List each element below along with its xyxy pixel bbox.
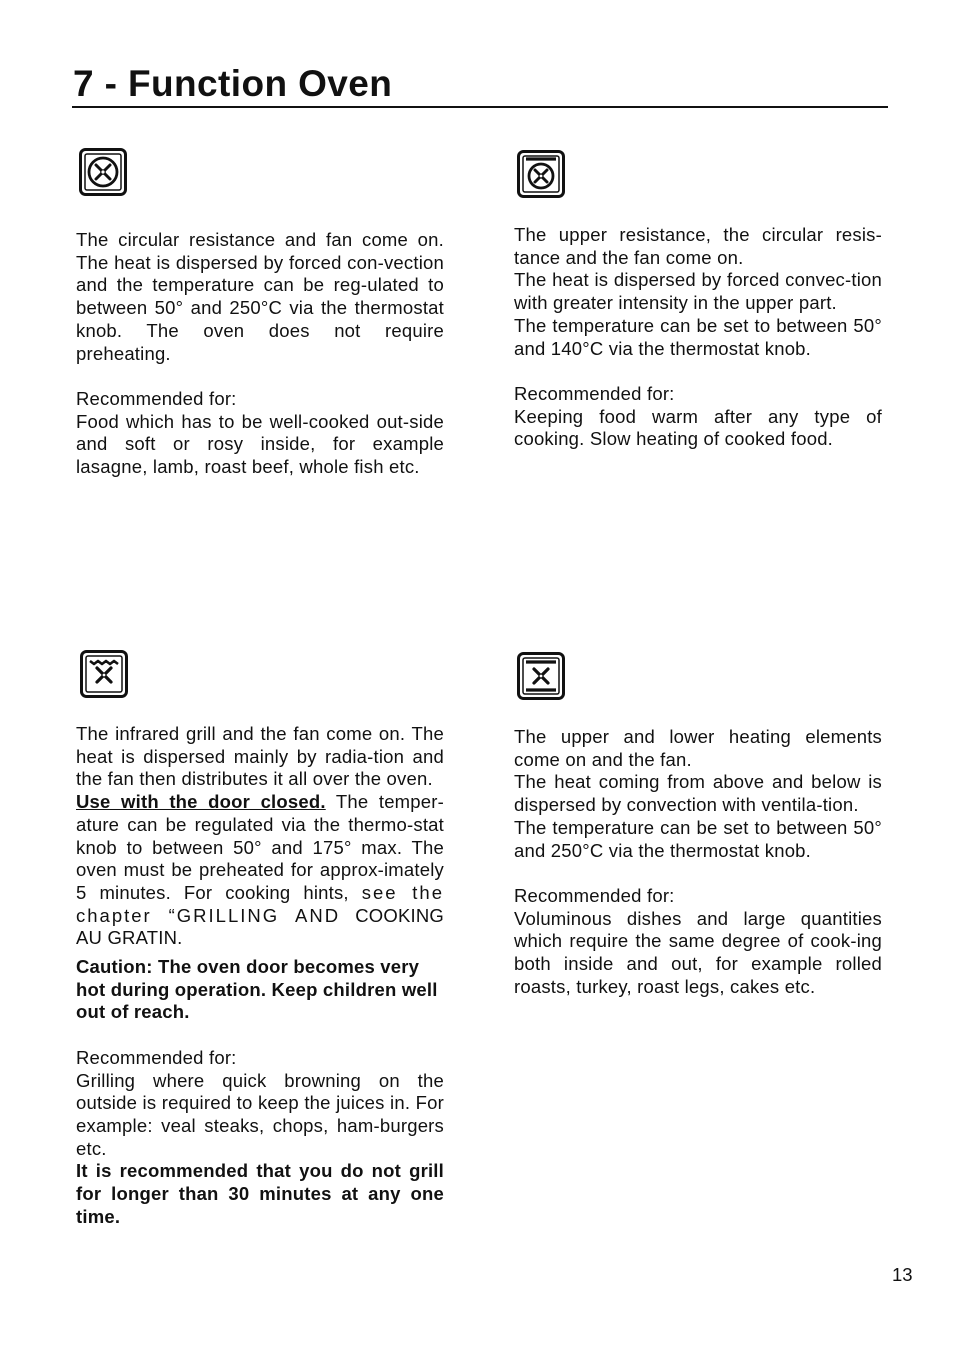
section-description-3: The temperature can be set to between 50° and 140°C via the thermostat knob. — [514, 314, 882, 359]
title-divider — [72, 106, 888, 108]
section-description: The infrared grill and the fan come on. The heat is dispersed mainly by radia-tion and the fan then distributes it all over the oven. — [76, 723, 444, 790]
chapter-reference: see the chapter “GRILLING AND — [76, 881, 445, 926]
section-upper-circular-fan — [514, 224, 882, 451]
section-description-1: The upper resistance, the circular resis-tance and the fan come on. — [514, 224, 882, 268]
recommended-label: Recommended for: — [76, 1046, 237, 1068]
recommended-label: Recommended for: — [76, 387, 237, 409]
upper-lower-elements-with-fan-icon — [517, 652, 565, 700]
grill-with-fan-icon — [80, 650, 128, 698]
recommended-text: Grilling where quick browning on the outside is required to keep the juices in. For example: veal steaks, chops, ham-burgers etc. — [76, 1069, 444, 1159]
section-description-3: The temperature can be set to between 50° and 250°C via the thermostat knob. — [514, 816, 882, 861]
caution-text: Caution: The oven door becomes very hot during operation. Keep children well out of reach. — [76, 956, 438, 1023]
section-description-2: The heat coming from above and below is dispersed by convection with ventila-tion. — [514, 771, 882, 816]
section-upper-lower-fan — [514, 726, 882, 998]
fan-with-circular-element-icon — [79, 148, 127, 196]
section-grill-fan — [76, 723, 444, 1228]
section-circular-fan — [76, 229, 444, 479]
recommended-text: Keeping food warm after any type of cooking. Slow heating of cooked food. — [514, 405, 882, 450]
section-description-2: The heat is dispersed by forced convec-tion with greater intensity in the upper part. — [514, 269, 882, 314]
door-closed-note: Use with the door closed. — [76, 791, 326, 813]
recommended-text: Food which has to be well-cooked out-side and soft or rosy inside, for example lasagne, lamb, roast beef, whole fish etc. — [76, 410, 444, 478]
temperature-text: The temper-ature can be regulated via the thermo-stat knob to between 50° and 175° max. The oven must be preheated for approx-imately 5 minutes. For cooking hints, — [76, 791, 444, 903]
section-instructions — [76, 791, 444, 950]
section-description: The circular resistance and fan come on. The heat is dispersed by forced con-vection and the temperature can be reg-ulated to between 50° and 250°C via the thermostat knob. The oven does not require preheating. — [76, 229, 444, 364]
recommended-label: Recommended for: — [514, 884, 675, 906]
chapter-reference-end: COOKING AU GRATIN. — [76, 904, 445, 949]
warning-text: It is recommended that you do not grill for longer than 30 minutes at any one time. — [76, 1160, 444, 1227]
page-title: 7 - Function Oven — [73, 63, 393, 104]
recommended-text: Voluminous dishes and large quantities which require the same degree of cook-ing both inside and out, for example rolled roasts, turkey, roast legs, cakes etc. — [514, 907, 882, 997]
fan-with-upper-and-circular-element-icon — [517, 150, 565, 198]
section-description-1: The upper and lower heating elements come on and the fan. — [514, 726, 882, 770]
page-number: 13 — [892, 1264, 913, 1285]
recommended-label: Recommended for: — [514, 382, 675, 404]
